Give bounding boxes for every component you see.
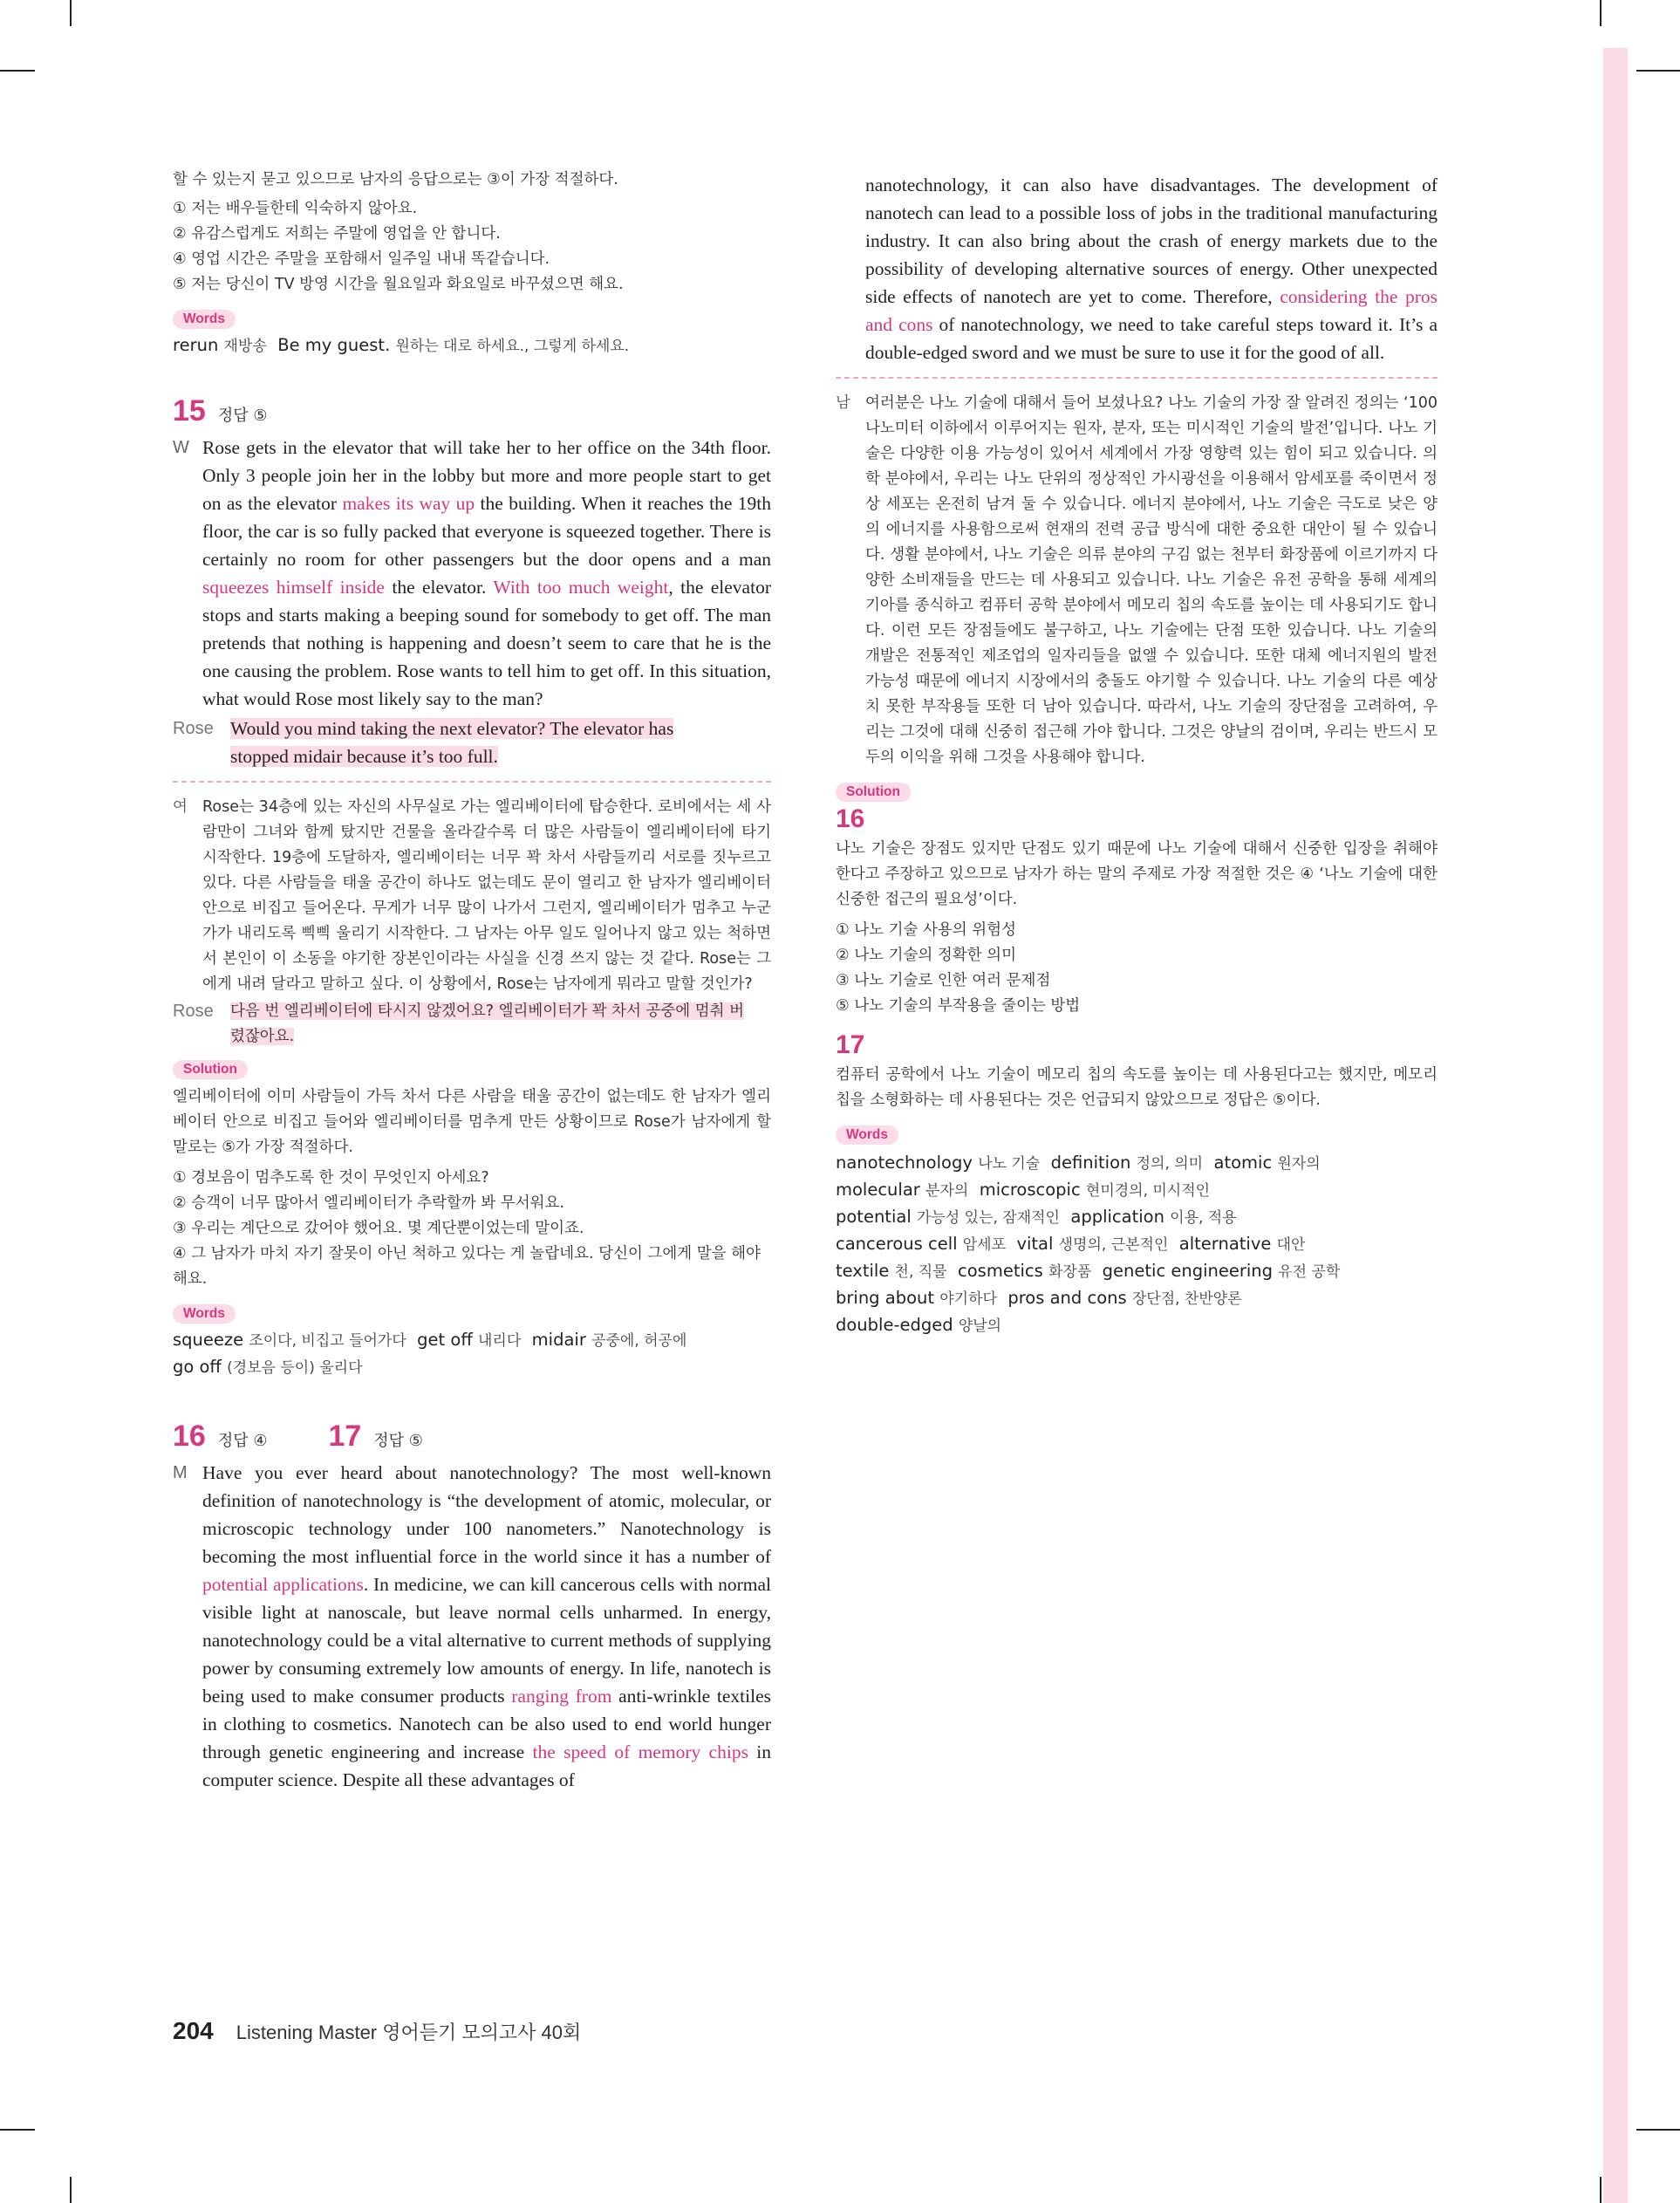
divider: [173, 781, 771, 783]
script-15-answer: [173, 715, 771, 770]
left-column: [173, 168, 771, 1794]
script-segment: nanotechnology, it can also have disadvantages. The development of nanotech can lead to a possible loss of jobs in the traditional manufacturing industry. It can also bring about the crash of energy markets due to the possibility of developing alternative sources of energy. Other unexpected side effects of nanotech are yet to come. Therefore,: [865, 174, 1438, 307]
word-meaning: 원하는 대로 하세요., 그렇게 하세요.: [395, 338, 630, 355]
option-item: ⑤ 나노 기술의 부작용을 줄이는 방법: [836, 997, 1081, 1015]
script-16-17: [173, 1459, 771, 1794]
word-meaning: 장단점, 찬반양론: [1131, 1290, 1242, 1308]
script-segment: , the elevator stops and starts making a beeping sound for somebody to get off. The man pretends that nothing is happening and doesn’t seem to care that he is the one causing the problem. Rose wants to tell him to get off. In this situation, what would Rose most likely say to the man?: [202, 577, 771, 709]
crop-mark: [70, 2177, 72, 2203]
speaker-label: Rose: [173, 719, 214, 738]
script-segment: in computer science. Despite all these advantages of: [202, 1741, 771, 1790]
solution-16: [836, 837, 1438, 1019]
word-term: rerun: [173, 335, 219, 355]
key-phrase: considering the pros and cons: [865, 286, 1438, 335]
key-phrase: With too much weight: [493, 577, 669, 598]
word-meaning: 암세포: [962, 1236, 1007, 1254]
crop-mark: [1636, 2129, 1680, 2131]
solution-tag: Solution: [836, 783, 911, 802]
answer-label: 정답 ④: [217, 1432, 268, 1450]
word-term: textile: [836, 1261, 890, 1281]
answer-line: [230, 715, 673, 770]
word-term: application: [1070, 1207, 1164, 1227]
page-footer: [173, 2017, 581, 2045]
words-tag: Words: [836, 1125, 898, 1145]
highlighted-answer: Would you mind taking the next elevator? The elevator has: [230, 718, 674, 739]
translation-15-answer: [173, 999, 771, 1050]
word-term: definition: [1050, 1153, 1131, 1173]
script-segment: the building. When it reaches the 19th floor, the car is so fully packed that everyone is squeezed together. There is certainly no room for other passengers but the door opens and a man: [202, 493, 771, 570]
solution-text: 나노 기술은 장점도 있지만 단점도 있기 때문에 나노 기술에 대해서 신중한 입장을 취해야 한다고 주장하고 있으므로 남자가 하는 말의 주제로 가장 적절한 것은 ④ ‘나노 기술에 대한 신중한 접근의 필요성’이다.: [836, 840, 1438, 908]
highlighted-answer: 렸잖아요.: [230, 1028, 295, 1045]
option-item: ② 승객이 너무 많아서 엘리베이터가 추락할까 봐 무서워요.: [173, 1194, 565, 1212]
word-meaning: (경보음 등이) 울리다: [227, 1359, 363, 1377]
option-item: ④ 그 남자가 마치 자기 잘못이 아닌 척하고 있다는 게 놀랍네요. 당신이 그에게 말을 해야 해요.: [173, 1245, 761, 1288]
words-tag: Words: [173, 310, 236, 329]
word-meaning: 재방송: [223, 338, 267, 355]
word-meaning: 가능성 있는, 잠재적인: [916, 1209, 1060, 1227]
word-term: potential: [836, 1207, 912, 1227]
word-term: vital: [1016, 1234, 1054, 1254]
highlighted-answer: 다음 번 엘리베이터에 타시지 않겠어요? 엘리베이터가 꽉 차서 공중에 멈춰 버: [230, 1002, 744, 1020]
book-title: Listening Master 영어듣기 모의고사 40회: [236, 2022, 582, 2043]
translation-text: Rose는 34층에 있는 자신의 사무실로 가는 엘리베이터에 탑승한다. 로비에서는 세 사람만이 그녀와 함께 탔지만 건물을 올라갈수록 더 많은 사람들이 엘리베이터에 타기 시작한다. 19층에 도달하자, 엘리베이터는 너무 꽉 차서 사람들끼리 서로를 짓누르고 있다. 다른 사람들을 태울 공간이 하나도 없는데도 문이 열리고 한 남자가 엘리베이터 안으로 비집고 들어온다. 무게가 너무 많이 나가서 그런지, 엘리베이터가 멈추고 누군가가 내리도록 삑삑 울리기 시작한다. 그 남자는 아무 일도 일어나지 않고 있는 척하면서 본인이 이 소동을 야기한 장본인이라는 사실을 신경 쓰지 않는 것 같다. Rose는 그에게 내려 달라고 말하고 싶다. 이 상황에서, Rose는 남자에게 뭐라고 말할 것인가?: [202, 798, 771, 993]
script-text: [202, 434, 771, 713]
word-meaning: 야기하다: [939, 1290, 997, 1308]
word-meaning: 천, 직물: [894, 1263, 947, 1281]
word-term: microscopic: [979, 1180, 1081, 1200]
script-segment: Rose gets in the elevator that will take her to her office on the 34th floor. Only 3 people join her in the lobby but more and more people start to get on as the elevator: [202, 437, 771, 514]
script-15: [173, 434, 771, 713]
crop-mark: [1636, 70, 1680, 72]
word-term: genetic engineering: [1102, 1261, 1274, 1281]
word-term: double-edged: [836, 1315, 953, 1335]
word-meaning: 화장품: [1048, 1263, 1092, 1281]
question-number: 17: [328, 1420, 362, 1453]
word-term: squeeze: [173, 1330, 244, 1350]
speaker-label: 여: [173, 798, 188, 816]
crop-mark: [70, 0, 72, 26]
prev-solution: [173, 168, 771, 298]
right-column: [836, 171, 1438, 1339]
word-term: midair: [531, 1330, 586, 1350]
word-meaning: 양날의: [958, 1317, 1002, 1335]
script-segment: Have you ever heard about nanotechnology? The most well-known definition of nanotechnology is “the development of atomic, molecular, or microscopic technology under 100 nanometers.” Nanotechnology is becoming the most influential force in the world since it has a number of: [202, 1462, 771, 1567]
option-item: ① 나노 기술 사용의 위험성: [836, 921, 1016, 939]
translation-text: 여러분은 나노 기술에 대해서 들어 보셨나요? 나노 기술의 가장 잘 알려진 정의는 ‘100나노미터 이하에서 이루어지는 원자, 분자, 또는 미시적인 기술의 발전’입니다. 나노 기술은 다양한 이용 가능성이 있어서 세계에서 가장 영향력 있는 힘이 되고 있습니다. 의학 분야에서, 우리는 나노 단위의 정상적인 가시광선을 이용해서 암세포를 죽이면서 정상 세포는 온전히 남겨 둘 수 있습니다. 에너지 분야에서, 나노 기술은 극도로 낮은 양의 에너지를 사용함으로써 현재의 전력 공급 방식에 대한 중요한 대안이 될 수 있습니다. 생활 분야에서, 나노 기술은 의류 분야의 구김 없는 천부터 화장품에 이르기까지 다양한 소비재들을 만드는 데 사용되고 있습니다. 나노 기술은 유전 공학을 통해 세계의 기아를 종식하고 컴퓨터 공학 분야에서 메모리 칩의 속도를 높이는 데 사용되기도 합니다. 이런 모든 장점들에도 불구하고, 나노 기술에는 단점 또한 있습니다. 나노 기술의 개발은 전통적인 제조업의 일자리들을 없앨 수 있습니다. 또한 대체 에너지원의 발전 가능성 때문에 에너지 시장에서의 충돌도 야기할 수 있습니다. 나노 기술의 다른 예상치 못한 부작용들 또한 더 남아 있습니다. 따라서, 나노 기술의 장단점을 고려하여, 우리는 그것에 대해 신중히 접근해 가야 합니다. 그것은 양날의 검이며, 우리는 반드시 모두의 이익을 위해 그것을 사용해야 합니다.: [865, 394, 1438, 766]
script-segment: anti-wrinkle textiles in clothing to cosmetics. Nanotech can be also used to end world hunger through genetic engineering and increase: [202, 1686, 772, 1762]
word-term: get off: [417, 1330, 473, 1350]
solution-number: 16: [836, 804, 865, 833]
word-meaning: 대안: [1276, 1236, 1306, 1254]
script-segment: the elevator.: [384, 577, 494, 598]
word-meaning: 이용, 적용: [1170, 1209, 1237, 1227]
speaker-label: 남: [836, 394, 850, 412]
key-phrase: potential applications: [202, 1574, 364, 1595]
word-term: nanotechnology: [836, 1153, 973, 1173]
solution-tag: Solution: [173, 1060, 248, 1079]
solution-15: [173, 1084, 771, 1292]
word-meaning: 생명의, 근본적인: [1058, 1236, 1169, 1254]
option-item: ⑤ 저는 당신이 TV 방영 시간을 월요일과 화요일로 바꾸셨으면 해요.: [173, 276, 624, 293]
option-item: ② 유감스럽게도 저희는 주말에 영업을 안 합니다.: [173, 225, 501, 243]
option-item: ① 경보음이 멈추도록 한 것이 무엇인지 아세요?: [173, 1169, 489, 1187]
word-meaning: 정의, 의미: [1136, 1155, 1204, 1173]
word-meaning: 현미경의, 미시적인: [1085, 1182, 1211, 1200]
crop-mark: [1600, 2177, 1601, 2203]
word-meaning: 나노 기술: [978, 1155, 1041, 1173]
speaker-label: M: [173, 1463, 188, 1482]
option-item: ④ 영업 시간은 주말을 포함해서 일주일 내내 똑같습니다.: [173, 250, 550, 268]
page-number: 204: [173, 2017, 214, 2044]
words-tag: Words: [173, 1304, 236, 1324]
script-segment: of nanotechnology, we need to take careful steps toward it. It’s a double-edged sword and we must be sure to use it for the good of all.: [865, 314, 1438, 363]
word-term: Be my guest.: [277, 335, 391, 355]
crop-mark: [0, 70, 35, 72]
script-text: [202, 1459, 771, 1794]
words-list: [836, 1150, 1438, 1339]
prev-solution-text: 할 수 있는지 묻고 있으므로 남자의 응답으로는 ③이 가장 적절하다.: [173, 171, 618, 188]
word-meaning: 분자의: [925, 1182, 969, 1200]
option-item: ③ 우리는 계단으로 갔어야 했어요. 몇 계단뿐이었는데 말이죠.: [173, 1220, 584, 1237]
solution-17: [836, 1063, 1438, 1113]
option-item: ② 나노 기술의 정확한 의미: [836, 947, 1016, 964]
script-continued: [836, 171, 1438, 366]
word-meaning: 유전 공학: [1278, 1263, 1341, 1281]
word-term: bring about: [836, 1288, 935, 1308]
question-header-15: [173, 394, 771, 428]
word-term: cosmetics: [958, 1261, 1043, 1281]
words-list: [173, 332, 771, 359]
word-term: atomic: [1213, 1153, 1273, 1173]
solution-number: 17: [836, 1030, 865, 1059]
page-side-tab: [1603, 48, 1628, 2203]
answer-label: 정답 ⑤: [373, 1432, 423, 1450]
question-header-16-17: [173, 1420, 771, 1454]
word-meaning: 원자의: [1277, 1155, 1321, 1173]
script-segment: . In medicine, we can kill cancerous cells with normal visible light at nanoscale, but leave normal cells unharmed. In energy, nanotechnology could be a vital alternative to current methods of supplying power by consuming extremely low amounts of energy. In life, nanotech is being used to make consumer products: [202, 1574, 771, 1707]
translation-15: [173, 795, 771, 997]
translation-16-17: [836, 391, 1438, 770]
option-item: ③ 나노 기술로 인한 여러 문제점: [836, 972, 1051, 989]
crop-mark: [1600, 0, 1601, 26]
key-phrase: the speed of memory chips: [532, 1741, 748, 1762]
word-term: cancerous cell: [836, 1234, 958, 1254]
option-item: ① 저는 배우들한테 익숙하지 않아요.: [173, 200, 418, 217]
key-phrase: makes its way up: [342, 493, 475, 514]
divider: [836, 377, 1438, 379]
answer-label: 정답 ⑤: [217, 407, 268, 425]
key-phrase: squeezes himself inside: [202, 577, 385, 598]
question-number: 16: [173, 1420, 206, 1453]
word-term: molecular: [836, 1180, 920, 1200]
speaker-label: W: [173, 438, 189, 457]
word-meaning: 조이다, 비집고 들어가다: [249, 1332, 406, 1350]
word-meaning: 공중에, 허공에: [591, 1332, 687, 1350]
words-list: [173, 1327, 771, 1381]
highlighted-answer: stopped midair because it’s too full.: [230, 746, 498, 767]
crop-mark: [0, 2129, 35, 2131]
word-meaning: 내리다: [477, 1332, 522, 1350]
solution-text: 엘리베이터에 이미 사람들이 가득 차서 다른 사람을 태울 공간이 없는데도 한 남자가 엘리베이터 안으로 비집고 들어와 엘리베이터를 멈추게 만든 상황이므로 Rose가 남자에게 할 말로는 ⑤가 가장 적절하다.: [173, 1088, 771, 1156]
question-number: 15: [173, 394, 206, 428]
speaker-label: Rose: [173, 1002, 214, 1021]
word-term: alternative: [1178, 1234, 1272, 1254]
word-term: go off: [173, 1357, 222, 1377]
key-phrase: ranging from: [511, 1686, 612, 1707]
solution-text: 컴퓨터 공학에서 나노 기술이 메모리 칩의 속도를 높이는 데 사용된다고는 했지만, 메모리 칩을 소형화하는 데 사용된다는 것은 언급되지 않았으므로 정답은 ⑤이다.: [836, 1066, 1438, 1109]
word-term: pros and cons: [1007, 1288, 1127, 1308]
